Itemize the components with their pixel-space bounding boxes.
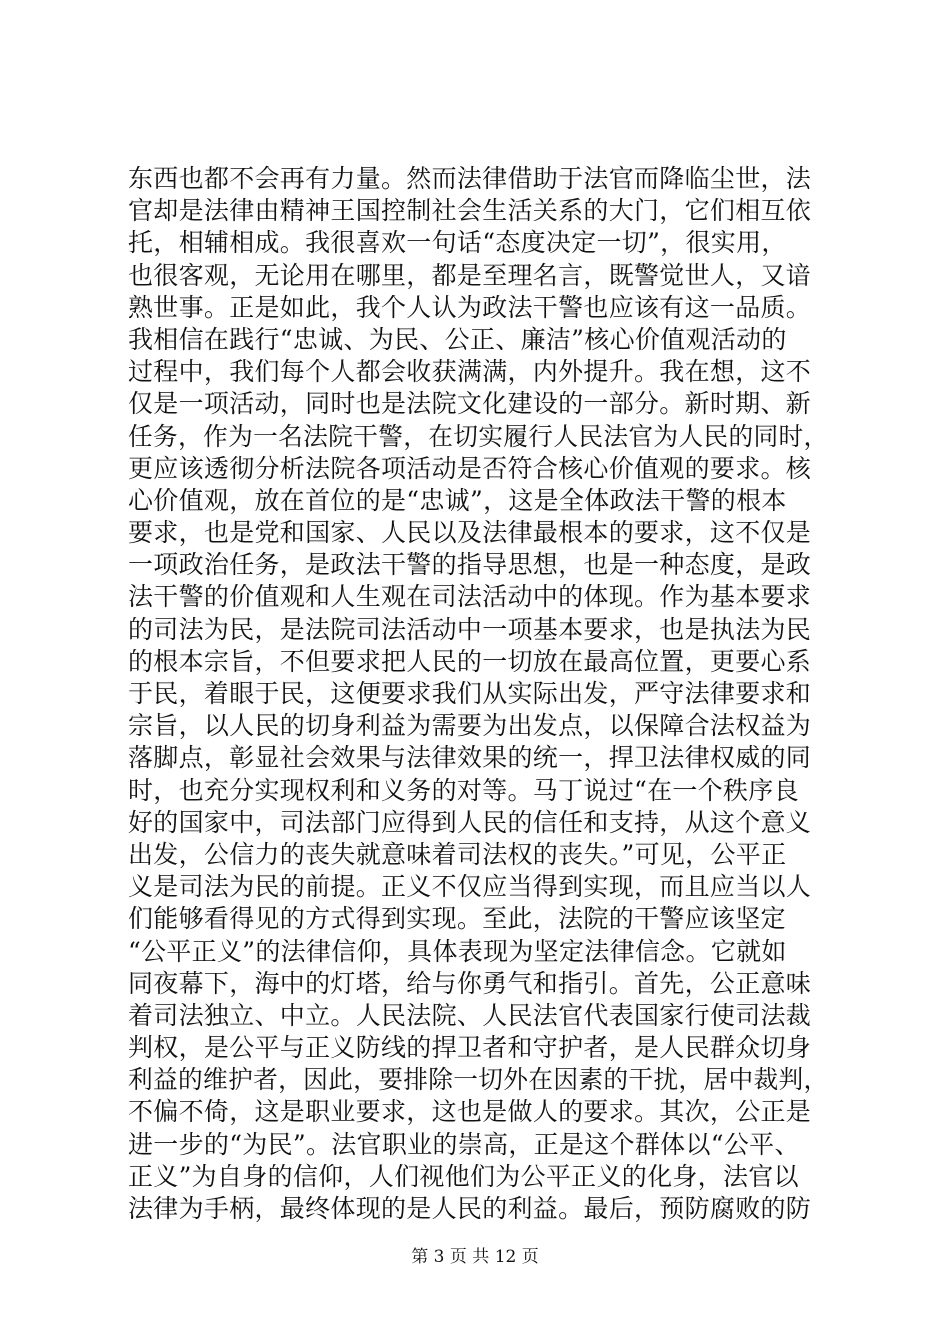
text-line: 的司法为民，是法院司法活动中一项基本要求，也是执法为民 [128,614,812,644]
text-line: 义是司法为民的前提。正义不仅应当得到实现，而且应当以人 [128,872,812,902]
text-line: 时，也充分实现权利和义务的对等。马丁说过“在一个秩序良 [128,775,799,805]
text-line: 官却是法律由精神王国控制社会生活关系的大门，它们相互依 [128,196,812,226]
text-line: 利益的维护者，因此，要排除一切外在因素的干扰，居中裁判， [128,1065,829,1095]
text-line: 也很客观，无论用在哪里，都是至理名言，既警觉世人，又谙 [128,260,812,290]
text-line: 好的国家中，司法部门应得到人民的信任和支持，从这个意义 [128,807,812,837]
text-line: 一项政治任务，是政法干警的指导思想，也是一种态度，是政 [128,550,812,580]
text-line: 同夜幕下，海中的灯塔，给与你勇气和指引。首先，公正意味 [128,968,812,998]
text-line: 心价值观，放在首位的是“忠诚”，这是全体政法干警的根本 [128,485,787,515]
body-text [128,163,828,1225]
text-line: 们能够看得见的方式得到实现。至此，法院的干警应该坚定 [128,904,786,934]
text-line: 着司法独立、中立。人民法院、人民法官代表国家行使司法裁 [128,1000,812,1030]
text-line: 落脚点，彰显社会效果与法律效果的统一，捍卫法律权威的同 [128,743,812,773]
text-line: 的根本宗旨，不但要求把人民的一切放在最高位置，更要心系 [128,646,812,676]
text-line: 要求，也是党和国家、人民以及法律最根本的要求，这不仅是 [128,518,812,548]
text-line: 宗旨，以人民的切身利益为需要为出发点，以保障合法权益为 [128,711,812,741]
text-line: 于民，着眼于民，这便要求我们从实际出发，严守法律要求和 [128,679,812,708]
text-line: 正义”为自身的信仰，人们视他们为公平正义的化身，法官以 [128,1161,799,1191]
text-line: 法律为手柄，最终体现的是人民的利益。最后，预防腐败的防 [128,1194,812,1223]
text-line: 熟世事。正是如此，我个人认为政法干警也应该有这一品质。 [128,292,812,322]
text-line: 我相信在践行“忠诚、为民、公正、廉洁”核心价值观活动的 [128,324,787,354]
text-line: 判权，是公平与正义防线的捍卫者和守护者，是人民群众切身 [128,1033,812,1063]
text-line: 出发，公信力的丧失就意味着司法权的丧失。”可见，公平正 [128,839,787,869]
text-line: 过程中，我们每个人都会收获满满，内外提升。我在想，这不 [128,357,812,387]
text-line: “公平正义”的法律信仰，具体表现为坚定法律信念。它就如 [128,936,787,966]
text-line: 东西也都不会再有力量。然而法律借助于法官而降临尘世，法 [128,164,812,193]
text-line: 不偏不倚，这是职业要求，这也是做人的要求。其次，公正是 [128,1097,812,1127]
text-line: 更应该透彻分析法院各项活动是否符合核心价值观的要求。核 [128,453,812,483]
text-line: 任务，作为一名法院干警，在切实履行人民法官为人民的同时， [128,421,829,451]
page-number-footer: 第 3 页 共 12 页 [411,1247,539,1267]
text-line: 法干警的价值观和人生观在司法活动中的体现。作为基本要求 [128,582,812,612]
text-line: 进一步的“为民”。法官职业的崇高，正是这个群体以“公平、 [128,1129,800,1159]
text-line: 仅是一项活动，同时也是法院文化建设的一部分。新时期、新 [128,389,812,419]
text-line: 托，相辅相成。我很喜欢一句话“态度决定一切”，很实用， [128,228,787,258]
